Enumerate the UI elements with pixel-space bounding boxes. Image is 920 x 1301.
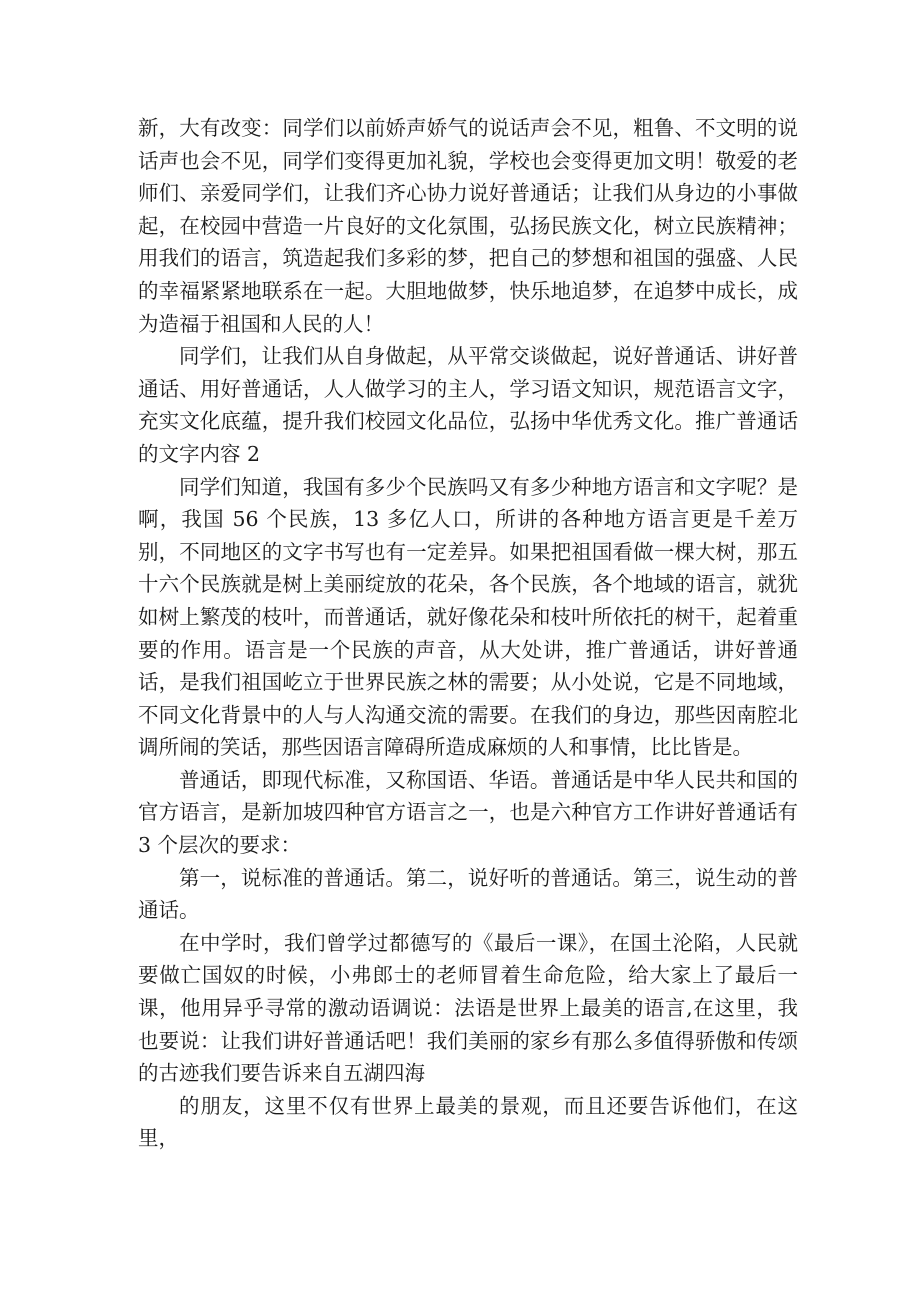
paragraph: 同学们，让我们从自身做起，从平常交谈做起，说好普通话、讲好普通话、用好普通话，人人做学习的主人，学习语文知识，规范语言文字，充实文化底蕴，提升我们校园文化品位，弘扬中华优秀文化。推广普通话的文字内容 2 — [138, 344, 798, 466]
paragraph: 的朋友，这里不仅有世界上最美的景观，而且还要告诉他们，在这里， — [138, 1093, 798, 1151]
paragraph: 同学们知道，我国有多少个民族吗又有多少种地方语言和文字呢？是啊，我国 56 个民族，13 多亿人口，所讲的各种地方语言更是千差万别，不同地区的文字书写也有一定差异。如果把祖国看做一棵大树，那五十六个民族就是树上美丽绽放的花朵，各个民族，各个地域的语言，就犹如树上繁茂的枝叶，而普通话，就好像花朵和枝叶所依托的树干，起着重要的作用。语言是一个民族的声音，从大处讲，推广普通话，讲好普通话，是我们祖国屹立于世界民族之林的需要；从小处说，它是不同地域，不同文化背景中的人与人沟通交流的需要。在我们的身边，那些因南腔北调所闹的笑话，那些因语言障碍所造成麻烦的人和事情，比比皆是。 — [138, 474, 798, 760]
paragraph-continued: 新，大有改变：同学们以前娇声娇气的说话声会不见，粗鲁、不文明的说话声也会不见，同学们变得更加礼貌，学校也会变得更加文明！敬爱的老师们、亲爱同学们，让我们齐心协力说好普通话；让我们从身边的小事做起，在校园中营造一片良好的文化氛围，弘扬民族文化，树立民族精神；用我们的语言，筑造起我们多彩的梦，把自己的梦想和祖国的强盛、人民的幸福紧紧地联系在一起。大胆地做梦，快乐地追梦，在追梦中成长，成为造福于祖国和人民的人！ — [138, 116, 798, 336]
document-body — [138, 112, 798, 1155]
paragraph: 普通话，即现代标准，又称国语、华语。普通话是中华人民共和国的官方语言，是新加坡四种官方语言之一，也是六种官方工作讲好普通话有 3 个层次的要求： — [138, 767, 798, 858]
paragraph: 在中学时，我们曾学过都德写的《最后一课》，在国土沦陷，人民就要做亡国奴的时候，小弗郎士的老师冒着生命危险，给大家上了最后一课，他用异乎寻常的激动语调说：法语是世界上最美的语言,在这里，我也要说：让我们讲好普通话吧！我们美丽的家乡有那么多值得骄傲和传颂的古迹我们要告诉来自五湖四海 — [138, 930, 798, 1086]
paragraph: 第一，说标准的普通话。第二，说好听的普通话。第三，说生动的普通话。 — [138, 865, 798, 923]
